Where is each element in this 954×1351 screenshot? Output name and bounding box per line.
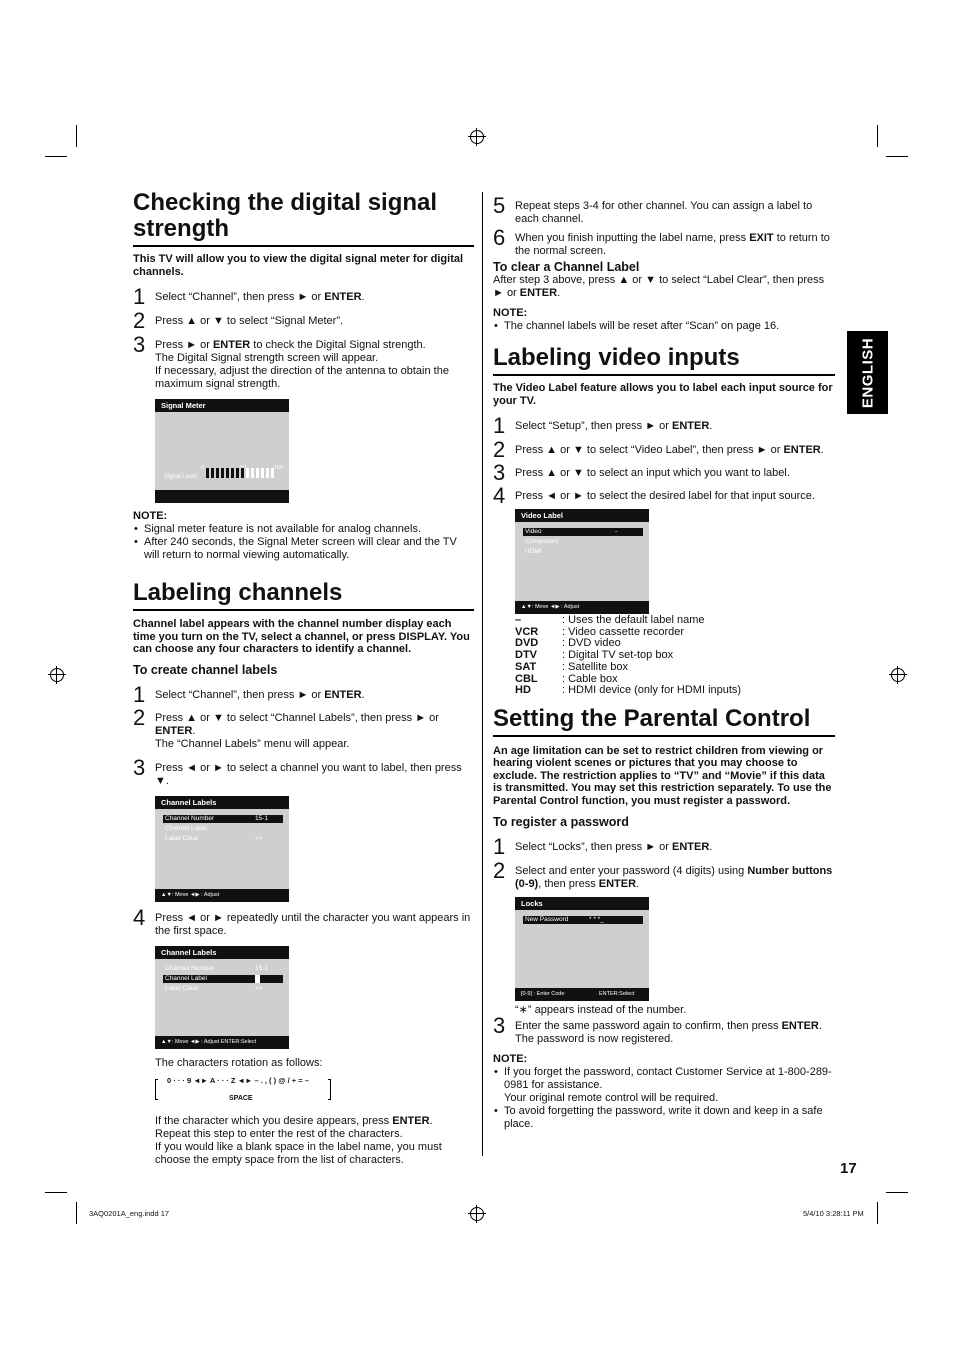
menu-row — [523, 538, 643, 546]
signal-level-bar — [206, 468, 282, 478]
channel-labels-screen — [155, 946, 289, 1049]
menu-row-label: Component — [525, 538, 559, 545]
column-divider — [482, 192, 483, 1156]
step-number: 1 — [133, 681, 146, 707]
step-item — [493, 858, 835, 891]
section-title-parental-control: Setting the Parental Control — [493, 706, 835, 737]
screen-footer-bar — [515, 988, 649, 1001]
subsection-title: To create channel labels — [133, 662, 278, 677]
label-desc: : Uses the default label name — [562, 614, 705, 626]
crop-mark — [45, 1192, 67, 1193]
step-text: Press ▲ or ▼ to select “Signal Meter”. — [155, 315, 344, 327]
signal-segment — [231, 468, 234, 478]
menu-row — [163, 825, 283, 833]
menu-row — [523, 916, 643, 924]
step-key: EXIT — [749, 232, 774, 244]
section-intro: This TV will allow you to view the digital signal meter for digital channels. — [133, 253, 464, 278]
step-item — [133, 332, 474, 391]
label-entry — [515, 615, 835, 627]
left-column — [133, 190, 474, 1167]
signal-segment — [221, 468, 224, 478]
rotation-bracket — [155, 1079, 158, 1100]
step-text: Repeat steps 3-4 for other channel. You can assign a label to each channel. — [515, 200, 813, 225]
menu-row — [163, 815, 283, 823]
body-text: . — [557, 287, 561, 299]
locks-screen — [515, 897, 649, 1001]
step-key: ENTER — [672, 841, 710, 854]
language-tab — [847, 331, 888, 414]
screen-title: Locks — [515, 897, 649, 910]
signal-segment — [271, 468, 274, 478]
step-key: ENTER — [672, 420, 710, 432]
note-item: • After 240 seconds, the Signal Meter screen will clear and the TV will return to normal viewing automatically. — [133, 536, 474, 562]
note-text: If you forget the password, contact Customer Service at 1-800-289-0981 for assistance. — [504, 1066, 832, 1092]
registration-mark-icon — [470, 1207, 484, 1221]
step-number: 3 — [133, 754, 146, 780]
step-text: Press ◄ or ► to select the desired label for that input source. — [515, 490, 815, 502]
registration-mark-icon — [50, 668, 64, 682]
step-number: 4 — [493, 483, 506, 508]
step-item — [493, 193, 835, 226]
step-key: ENTER — [324, 291, 362, 303]
step-text: If necessary, adjust the direction of the antenna to obtain the maximum signal strength. — [155, 365, 449, 390]
step-item — [493, 460, 835, 485]
crop-mark — [877, 125, 878, 147]
step-text: The password is now registered. — [515, 1033, 674, 1046]
step-item — [133, 754, 474, 788]
cursor-icon — [255, 975, 260, 983]
registration-mark-icon — [891, 668, 905, 682]
crop-mark — [886, 1192, 908, 1193]
menu-row-value: - — [615, 548, 618, 555]
menu-row-value: 15-1 — [255, 814, 269, 822]
screen-footer-right: ENTER:Select — [599, 991, 635, 998]
registration-mark-icon — [470, 130, 484, 144]
step-item — [493, 413, 835, 438]
label-list — [515, 615, 835, 697]
note-text: Your original remote control will be required. — [504, 1092, 719, 1105]
menu-row — [163, 985, 283, 993]
step-text: . — [636, 878, 640, 891]
menu-row — [163, 975, 283, 983]
note-item: • Signal meter feature is not available for analog channels. — [133, 523, 474, 536]
label-desc: : DVD video — [562, 637, 621, 650]
step-item — [493, 834, 835, 860]
step-number: 6 — [493, 225, 506, 250]
tick-label: 100 — [274, 465, 284, 471]
body-text — [493, 274, 835, 300]
password-value: * * *_ — [589, 916, 604, 924]
page-number: 17 — [840, 1160, 857, 1177]
label-entry — [515, 685, 835, 697]
screen-footer: ▲▼: Move ◄▶ : Adjust — [155, 889, 289, 902]
screen-footer: ▲▼: Move ◄▶ : Adjust — [515, 601, 649, 614]
step-text: Select and enter your password (4 digits) using — [515, 865, 748, 878]
screen-footer-left: [0-9] : Enter Code — [521, 991, 565, 998]
crop-mark — [45, 156, 67, 157]
label-entry — [515, 662, 835, 674]
body-text: After step 3 above, press ▲ or ▼ to select “Label Clear”, then press ► or — [493, 274, 825, 299]
menu-row-label: Label Clear — [165, 984, 199, 992]
step-number: 3 — [493, 460, 506, 485]
screen-title: Video Label — [515, 509, 649, 522]
menu-row — [163, 965, 283, 973]
step-number: 2 — [493, 858, 506, 884]
step-text: Select “Setup”, then press ► or — [515, 420, 673, 432]
body-text: If you would like a blank space in the label name, you must choose the empty space from the list of characters. — [155, 1140, 442, 1166]
signal-segment — [226, 468, 229, 478]
label-desc: : Digital TV set-top box — [562, 649, 674, 662]
step-number: 2 — [493, 437, 506, 462]
label-desc: : Cable box — [562, 672, 618, 685]
label-code: VCR — [515, 625, 539, 638]
signal-meter-screen — [155, 399, 289, 503]
signal-segment — [266, 468, 269, 478]
step-text: Press ▲ or ▼ to select “Channel Labels”, then press ► or — [155, 711, 439, 724]
subsection-title: To register a password — [493, 815, 629, 830]
label-code: SAT — [515, 660, 537, 673]
rotation-sequence: 0 · · · 9 ◄► A · · · Z ◄► – . , ( ) @ / + = – — [167, 1075, 309, 1085]
label-code: CBL — [515, 672, 538, 685]
subsection-title: To clear a Channel Label — [493, 260, 640, 274]
step-number: 1 — [493, 834, 506, 860]
tick-label: 0 — [201, 465, 205, 471]
section-title-video-inputs: Labeling video inputs — [493, 345, 835, 376]
step-text: , then press — [538, 878, 599, 891]
menu-row-label: Video — [525, 528, 542, 535]
step-item — [493, 1013, 835, 1046]
section-title-signal: Checking the digital signal strength — [133, 190, 474, 247]
step-text: to check the Digital Signal strength. — [250, 339, 426, 351]
step-item — [493, 225, 835, 258]
step-key: Number buttons (0-9) — [515, 865, 833, 891]
final-instructions — [155, 1115, 474, 1167]
step-text: . — [709, 841, 713, 854]
label-desc: : HDMI device (only for HDMI inputs) — [562, 684, 742, 697]
signal-segment — [256, 468, 259, 478]
section-intro: The Video Label feature allows you to label each input source for your TV. — [493, 382, 833, 407]
step-key: ENTER — [598, 878, 637, 891]
step-number: 1 — [133, 284, 146, 309]
crop-mark — [886, 156, 908, 157]
label-desc: : Video cassette recorder — [562, 625, 685, 638]
menu-row-value: 15-1 — [255, 964, 269, 972]
signal-segment — [211, 468, 214, 478]
step-text: Select “Locks”, then press ► or — [515, 841, 673, 854]
crop-mark — [76, 125, 77, 147]
step-text: to return to the normal screen. — [515, 232, 830, 257]
signal-segment — [241, 468, 244, 478]
asterisk-note: “∗” appears instead of the number. — [515, 1004, 687, 1017]
menu-row-label: New Password — [525, 916, 569, 924]
step-item — [133, 681, 474, 707]
signal-segment — [261, 468, 264, 478]
note-item — [493, 1066, 835, 1105]
crop-mark — [76, 1202, 77, 1224]
step-text: . — [818, 1020, 822, 1033]
body-text: . — [429, 1114, 433, 1127]
video-label-screen — [515, 509, 649, 614]
screen-title: Signal Meter — [155, 399, 289, 412]
menu-row-label: Label Clear — [165, 834, 199, 842]
step-text: When you finish inputting the label name, press — [515, 232, 750, 244]
menu-row-label: Channel Label — [165, 824, 207, 832]
step-text: Select “Channel”, then press ► or — [155, 291, 325, 303]
body-text: If the character which you desire appears, press — [155, 1114, 393, 1127]
space-label: SPACE — [229, 1094, 253, 1102]
step-text: . — [361, 688, 365, 701]
signal-segment — [206, 468, 209, 478]
step-key: ENTER — [781, 1020, 819, 1033]
label-desc: : Satellite box — [562, 660, 629, 673]
footer-date: 5/4/10 3:28:11 PM — [803, 1209, 864, 1218]
screen-title: Channel Labels — [155, 796, 289, 809]
menu-row-label: Channel Number — [165, 814, 215, 822]
menu-row — [163, 835, 283, 843]
step-key: ENTER — [519, 287, 558, 299]
step-key: ENTER — [324, 688, 362, 701]
note-item: • The channel labels will be reset after “Scan” on page 16. — [493, 320, 835, 333]
step-text: . — [192, 724, 196, 737]
menu-row-value: >> — [255, 984, 263, 992]
section-title-labeling-channels: Labeling channels — [133, 580, 474, 611]
label-code: DVD — [515, 637, 539, 650]
step-item — [133, 308, 474, 333]
rotation-label: The characters rotation as follows: — [155, 1056, 323, 1069]
step-number: 3 — [493, 1013, 506, 1039]
note-label: NOTE: — [133, 510, 168, 522]
step-key: ENTER — [392, 1114, 430, 1127]
step-item — [493, 483, 835, 508]
step-item — [493, 437, 835, 462]
step-text: Enter the same password again to confirm, then press — [515, 1020, 782, 1033]
step-text: Press ▲ or ▼ to select “Video Label”, then press ► or — [515, 444, 784, 456]
step-number: 2 — [133, 308, 146, 333]
screen-title: Channel Labels — [155, 946, 289, 959]
note-label: NOTE: — [493, 1053, 528, 1066]
label-code: DTV — [515, 649, 537, 662]
body-text: Repeat this step to enter the rest of the characters. — [155, 1127, 403, 1140]
step-item — [133, 704, 474, 751]
step-text: . — [709, 420, 713, 432]
menu-row — [523, 528, 643, 536]
language-tab-label: ENGLISH — [859, 337, 876, 408]
section-intro: An age limitation can be set to restrict children from viewing or hearing violent scenes or pictures that you may choose to exclude. The restriction applies to “TV” and “Movie” if this data is transmitted. You may set this restriction separately. To use the Parental Control function, you must register a password. — [493, 744, 832, 807]
section-intro: Channel label appears with the channel number display each time you turn on the TV, select a channel, or press DISPLAY. You can choose any four characters to identify a channel. — [133, 618, 470, 655]
channel-labels-screen — [155, 796, 289, 902]
screen-footer: ▲▼: Move ◄▶ : Adjust ENTER:Select — [155, 1036, 289, 1049]
step-text: Press ► or — [155, 339, 213, 351]
step-text: The Digital Signal strength screen will appear. — [155, 352, 379, 364]
signal-level-label: Signal Level — [164, 474, 197, 480]
signal-segment — [246, 468, 249, 478]
right-column — [493, 193, 835, 1131]
step-text: Press ▲ or ▼ to select an input which you want to label. — [515, 467, 790, 479]
step-text: . — [361, 291, 365, 303]
step-item — [133, 904, 474, 938]
signal-segment — [236, 468, 239, 478]
step-key: ENTER — [155, 724, 193, 737]
signal-segment — [216, 468, 219, 478]
crop-mark — [877, 1202, 878, 1224]
step-number: 4 — [133, 904, 146, 930]
label-code: HD — [515, 684, 531, 697]
rotation-bracket — [328, 1079, 331, 1100]
menu-row-value: >> — [255, 834, 263, 842]
step-key: ENTER — [212, 339, 251, 351]
note-text: To avoid forgetting the password, write it down and keep in a safe place. — [504, 1105, 823, 1131]
step-text: Press ◄ or ► repeatedly until the character you want appears in the first space. — [155, 911, 471, 937]
step-number: 2 — [133, 704, 146, 730]
menu-row-value: - — [615, 528, 618, 535]
menu-row-label: Channel Label — [165, 974, 207, 982]
note-label: NOTE: — [493, 307, 528, 319]
menu-row-value: - — [615, 538, 618, 545]
label-code: – — [515, 614, 522, 626]
menu-row-label: Channel Number — [165, 964, 215, 972]
character-rotation-diagram — [155, 1075, 331, 1105]
step-number: 1 — [493, 413, 506, 438]
screen-footer-bar — [155, 490, 289, 503]
step-number: 3 — [133, 332, 146, 357]
menu-row — [523, 548, 643, 556]
step-text: Press ◄ or ► to select a channel you want to label, then press ▼. — [155, 761, 462, 787]
note-item — [493, 1105, 835, 1131]
step-text: The “Channel Labels” menu will appear. — [155, 737, 350, 750]
menu-row-label: HDMI — [525, 548, 542, 555]
step-text: . — [820, 444, 824, 456]
signal-segment — [251, 468, 254, 478]
step-item — [133, 284, 474, 309]
step-text: Select “Channel”, then press ► or — [155, 688, 325, 701]
step-number: 5 — [493, 193, 506, 218]
step-key: ENTER — [783, 444, 821, 456]
footer-file: 3AQ0201A_eng.indd 17 — [89, 1209, 170, 1218]
